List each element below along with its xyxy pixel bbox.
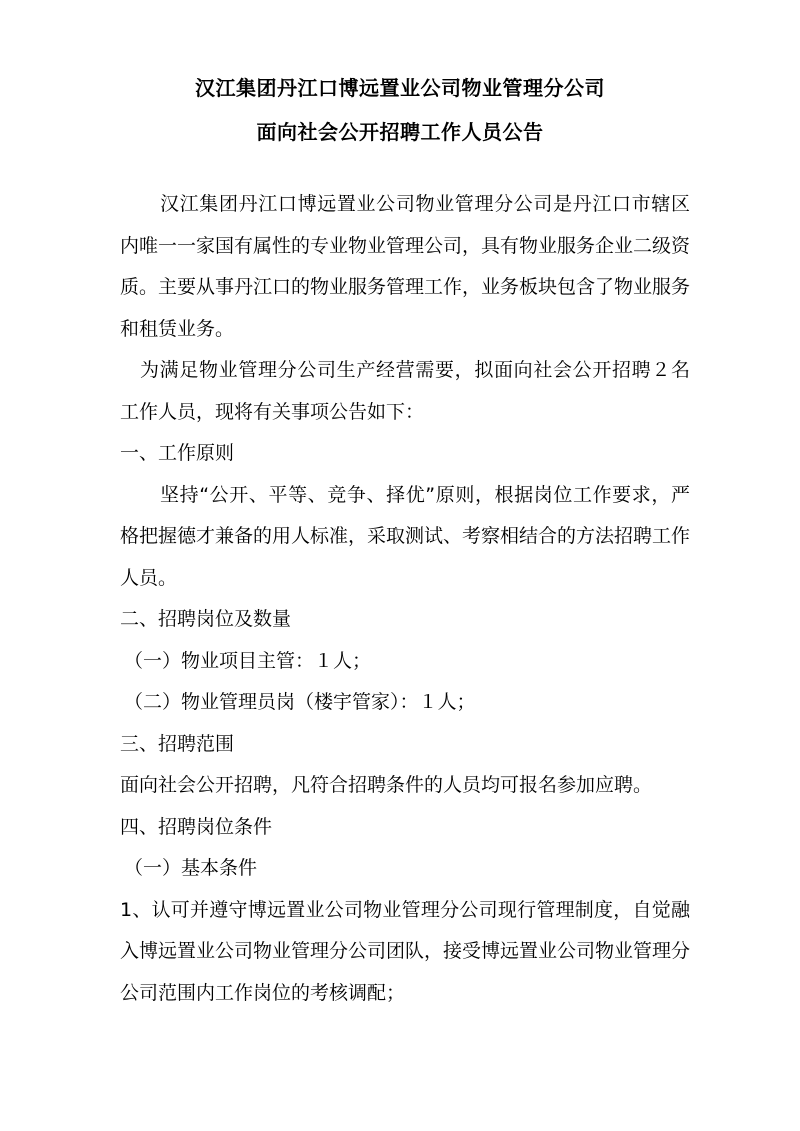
subsection-basic-conditions: （一）基本条件 (124, 857, 258, 879)
document-title-line-1: 汉江集团丹江口博远置业公司物业管理分公司 (195, 76, 605, 100)
document-title-line-2: 面向社会公开招聘工作人员公告 (256, 120, 544, 144)
position-item-1: （一）物业项目主管：１人； (124, 649, 372, 672)
section-heading-positions: 二、招聘岗位及数量 (120, 608, 292, 630)
document-body (120, 184, 690, 1014)
section-heading-principles: 一、工作原则 (120, 442, 235, 464)
condition-item-1: 1、认可并遵守博远置业公司物业管理分公司现行管理制度，自觉融入博远置业公司物业管理分公司团队，接受博远置业公司物业管理分公司范围内工作岗位的考核调配； (120, 898, 691, 1004)
intro-paragraph: 汉江集团丹江口博远置业公司物业管理分公司是丹江口市辖区内唯一一家国有属性的专业物业管理公司，具有物业服务企业二级资质。主要从事丹江口的物业服务管理工作，业务板块包含了物业服务和租赁业务。 (120, 193, 691, 340)
scope-paragraph: 面向社会公开招聘，凡符合招聘条件的人员均可报名参加应聘。 (120, 774, 653, 796)
section-heading-scope: 三、招聘范围 (120, 732, 235, 755)
section-heading-conditions: 四、招聘岗位条件 (120, 815, 273, 838)
principles-paragraph: 坚持“公开、平等、竞争、择优”原则，根据岗位工作要求，严格把握德才兼备的用人标准，采取测试、考察相结合的方法招聘工作人员。 (120, 483, 691, 589)
position-item-2: （二）物业管理员岗（楼宇管家）：１人； (124, 691, 476, 713)
purpose-paragraph: 为满足物业管理分公司生产经营需要，拟面向社会公开招聘２名工作人员，现将有关事项公告如下： (120, 359, 690, 423)
